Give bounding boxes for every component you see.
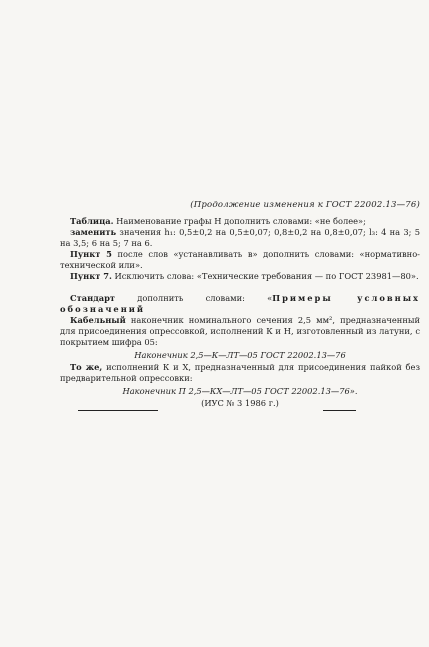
paragraph-replace — [60, 227, 420, 249]
paragraph-table — [60, 216, 420, 227]
paragraph-standard-spaced: Примеры условных обозначений — [60, 293, 420, 315]
paragraph-cable — [60, 315, 420, 349]
paragraph-item7 — [60, 271, 420, 282]
paragraph-same-text: исполнений К и Х, предназначенный для присоединения пайкой без предварительной опрессовки: — [60, 362, 420, 384]
designation-example-2: Наконечник П 2,5—КХ—ЛТ—05 ГОСТ 22002.13—76». — [122, 386, 358, 396]
continuation-header: (Продолжение изменения к ГОСТ 22002.13—76) — [190, 200, 420, 210]
paragraph-item7-lead: Пункт 7. — [70, 271, 112, 281]
designation-example-1: Наконечник 2,5—К—ЛТ—05 ГОСТ 22002.13—76 — [134, 350, 346, 360]
paragraph-standard — [60, 293, 420, 315]
ius-reference: (ИУС № 3 1986 г.) — [201, 398, 279, 408]
paragraph-item5-lead: Пункт 5 — [70, 249, 112, 259]
paragraph-same-lead: То же, — [70, 362, 103, 372]
paragraph-cable-text: наконечник номинального сечения 2,5 мм², предназначенный для присоединения опрессовкой, исполнений К и Н, изготовленный из латуни, с покрытием шифра 05: — [60, 315, 420, 348]
paragraph-table-text: Наименование графы H дополнить словами: «не более»; — [113, 216, 366, 226]
paragraph-standard-lead: Стандарт — [70, 293, 116, 303]
paragraph-item7-text: Исключить слова: «Технические требования — по ГОСТ 23981—80». — [111, 271, 419, 281]
paragraph-standard-text: дополнить словами: « — [115, 293, 273, 303]
paragraph-item5 — [60, 249, 420, 271]
separator-left — [78, 410, 158, 411]
paragraph-replace-lead: заменить — [70, 227, 117, 237]
paragraph-cable-lead: Кабельный — [70, 315, 126, 325]
paragraph-item5-text: после слов «устанавливать в» дополнить словами: «нормативно-технической или». — [60, 249, 420, 271]
paragraph-replace-text: значения h₁: 0,5±0,2 на 0,5±0,07; 0,8±0,2 на 0,8±0,07; l₃: 4 на 3; 5 на 3,5; 6 на 5; 7 на 6. — [60, 227, 420, 249]
paragraph-table-lead: Таблица. — [70, 216, 114, 226]
paragraph-same — [60, 362, 420, 384]
separator-right — [323, 410, 356, 411]
